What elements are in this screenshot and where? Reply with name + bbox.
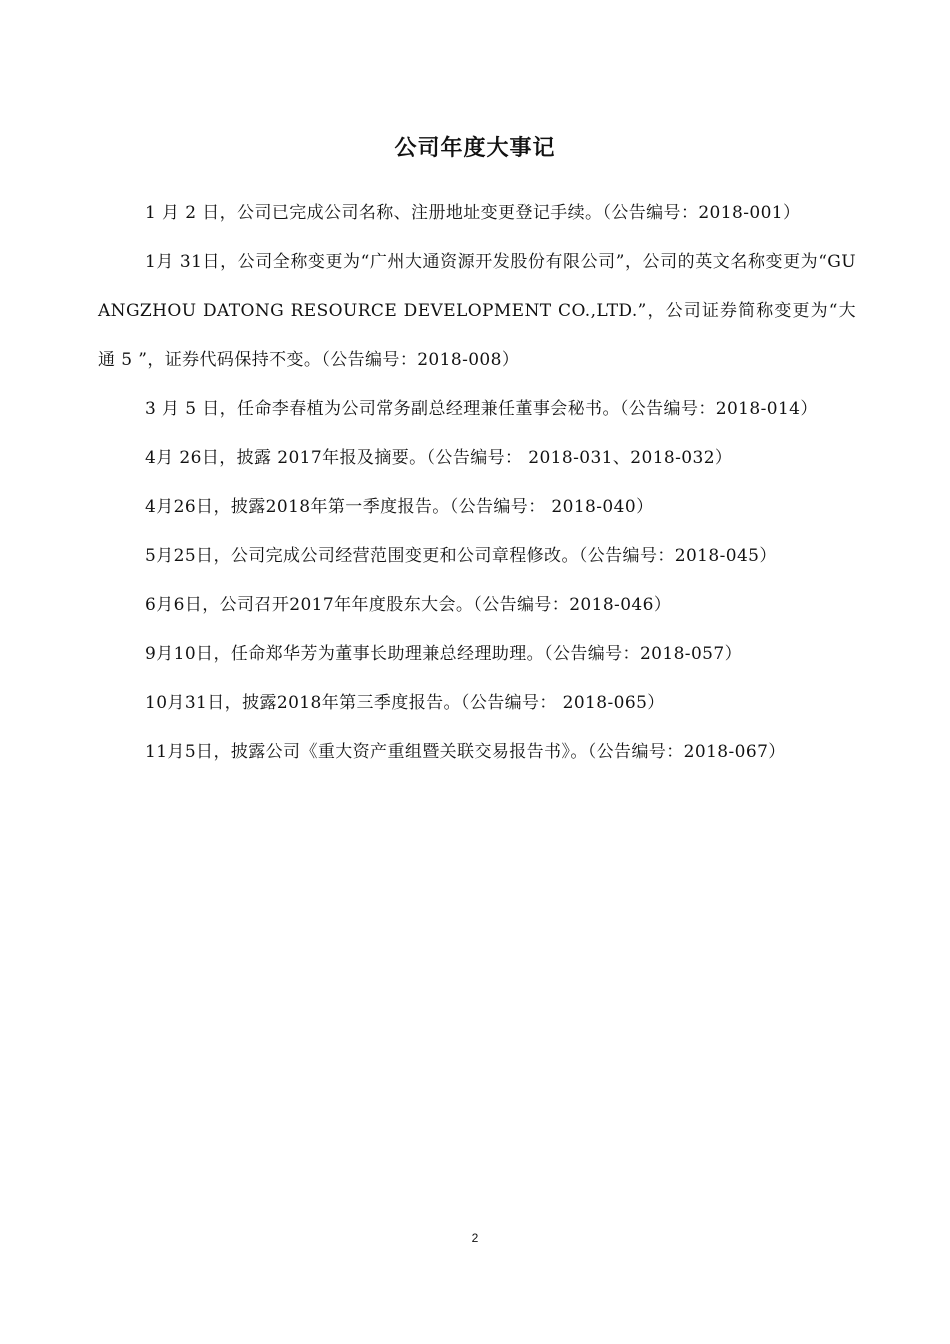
event-paragraph-9: 10月31日，披露2018年第三季度报告。（公告编号： 2018-065） <box>145 693 665 713</box>
event-paragraph-2: 1月 31日，公司全称变更为“广州大通资源开发股份有限公司”，公司的英文名称变更为“GUANGZHOU DATONG RESOURCE DEVELOPMENT CO.,LTD.”，公司证券简称变更为“大通 5 ”，证券代码保持不变。（公告编号：2018-008） <box>98 252 856 370</box>
event-list <box>98 189 856 777</box>
page-title: 公司年度大事记 <box>394 136 556 161</box>
event-paragraph-8: 9月10日，任命郑华芳为董事长助理兼总经理助理。（公告编号：2018-057） <box>145 644 743 664</box>
event-paragraph-4: 4月 26日，披露 2017年报及摘要。（公告编号： 2018-031、2018-032） <box>145 448 733 468</box>
event-paragraph-7: 6月6日，公司召开2017年年度股东大会。（公告编号：2018-046） <box>145 595 672 615</box>
event-paragraph-1: 1 月 2 日，公司已完成公司名称、注册地址变更登记手续。（公告编号：2018-001） <box>145 203 801 223</box>
event-paragraph-6: 5月25日，公司完成公司经营范围变更和公司章程修改。（公告编号：2018-045） <box>145 546 777 566</box>
page-number: 2 <box>471 1231 479 1245</box>
event-paragraph-5: 4月26日，披露2018年第一季度报告。（公告编号： 2018-040） <box>145 497 654 517</box>
event-paragraph-10: 11月5日，披露公司《重大资产重组暨关联交易报告书》。（公告编号：2018-067） <box>145 742 786 762</box>
event-paragraph-3: 3 月 5 日，任命李春植为公司常务副总经理兼任董事会秘书。（公告编号：2018-014） <box>145 399 818 419</box>
